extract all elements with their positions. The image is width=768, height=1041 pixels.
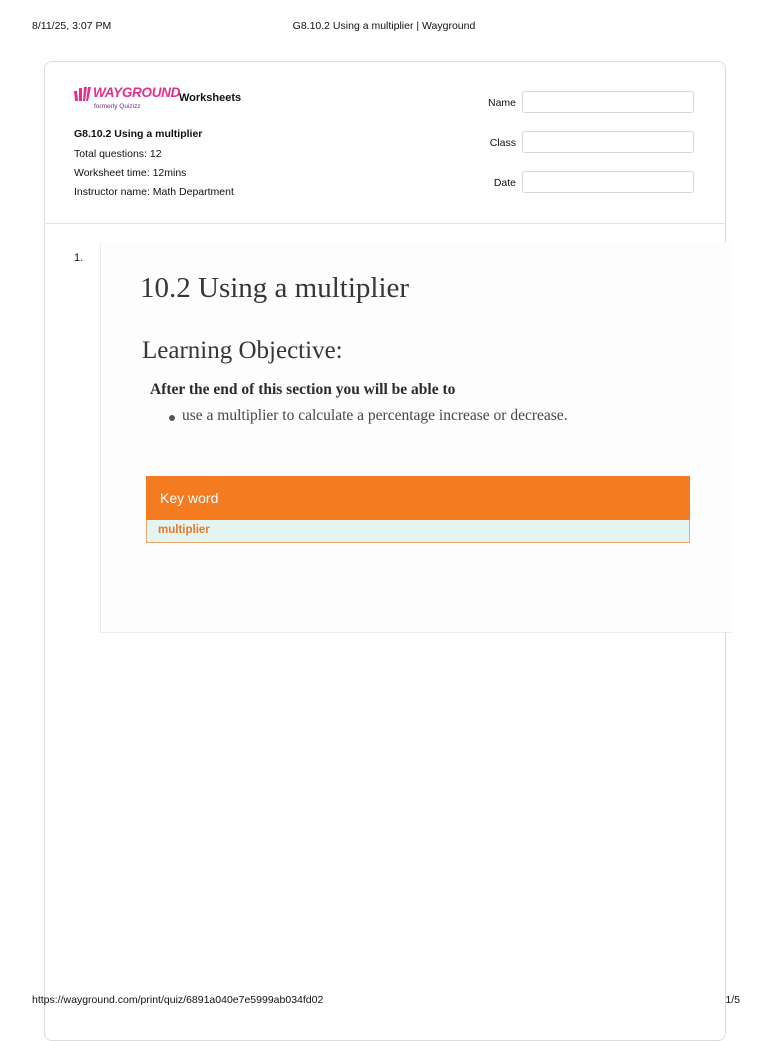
keyword-row: [146, 520, 690, 543]
class-label: Class: [489, 137, 516, 149]
print-tab-title: G8.10.2 Using a multiplier | Wayground: [292, 20, 476, 32]
print-page-number: 1/5: [725, 994, 740, 1006]
question-number: 1.: [74, 252, 84, 264]
bullet-dot-icon: [169, 415, 175, 421]
worksheet-time: Worksheet time: 12mins: [74, 167, 187, 179]
print-url: https://wayground.com/print/quiz/6891a040e7e5999ab034fd02: [32, 994, 324, 1006]
instructor-name: Instructor name: Math Department: [74, 186, 234, 198]
keyword-header-bar: [146, 476, 690, 520]
logo-wordmark: WAYGROUND: [93, 85, 181, 100]
slide-bullet: use a multiplier to calculate a percentage increase or decrease.: [182, 407, 568, 424]
keyword-header: Key word: [160, 490, 219, 506]
logo-subtitle: formerly Quizizz: [94, 103, 141, 110]
name-field[interactable]: [522, 91, 694, 113]
class-field[interactable]: [522, 131, 694, 153]
slide-intro: After the end of this section you will be able to: [150, 381, 456, 398]
wayground-logo: [74, 85, 181, 113]
print-datetime: 8/11/25, 3:07 PM: [32, 20, 112, 32]
slide-title: 10.2 Using a multiplier: [140, 272, 410, 304]
worksheet-title: G8.10.2 Using a multiplier: [74, 128, 203, 140]
print-footer: [0, 994, 768, 1008]
date-label: Date: [493, 177, 516, 189]
total-questions: Total questions: 12: [74, 148, 162, 160]
print-header: [0, 20, 768, 34]
name-label: Name: [487, 97, 516, 109]
date-field[interactable]: [522, 171, 694, 193]
product-label: Worksheets: [179, 92, 242, 104]
keyword-value: multiplier: [158, 524, 210, 536]
slide-subtitle: Learning Objective:: [142, 337, 343, 364]
wayground-mark-icon: [74, 87, 92, 101]
header-divider: [44, 223, 726, 224]
